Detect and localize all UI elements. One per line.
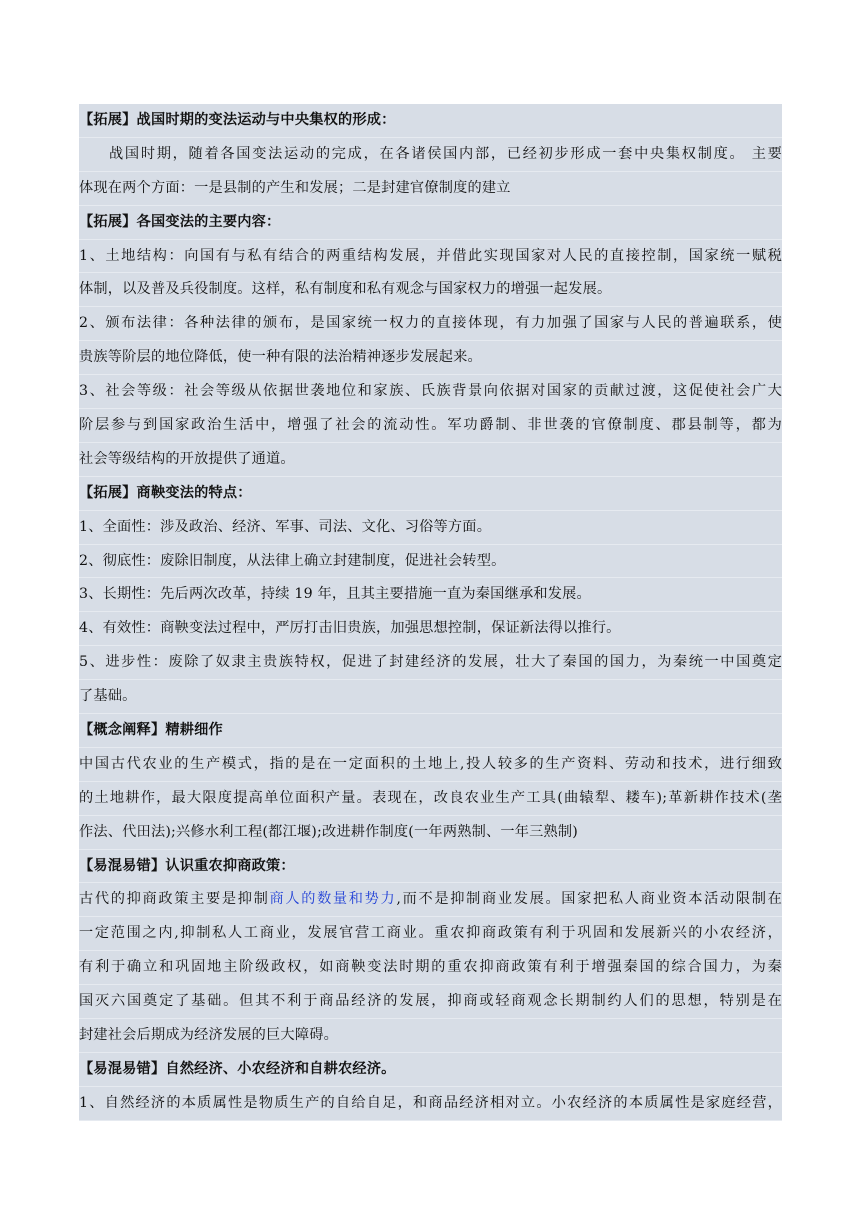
paragraph-line: 中国古代农业的生产模式，指的是在一定面积的土地上,投人较多的生产资料、劳动和技术，进行细致	[79, 748, 782, 782]
document-body	[79, 104, 782, 1121]
paragraph-line: 封建社会后期成为经济发展的巨大障碍。	[79, 1019, 782, 1053]
paragraph-line	[79, 883, 782, 917]
paragraph-line: 国灭六国奠定了基础。但其不利于商品经济的发展，抑商或轻商观念长期制约人们的思想，特别是在	[79, 985, 782, 1019]
list-item: 2、彻底性：废除旧制度，从法律上确立封建制度，促进社会转型。	[79, 545, 782, 579]
list-item: 3、长期性：先后两次改革，持续 19 年，且其主要措施一直为秦国继承和发展。	[79, 578, 782, 612]
list-item: 4、有效性：商鞅变法过程中，严厉打击旧贵族，加强思想控制，保证新法得以推行。	[79, 612, 782, 646]
paragraph-line: 1、自然经济的本质属性是物质生产的自给自足，和商品经济相对立。小农经济的本质属性是家庭经营，	[79, 1087, 782, 1121]
list-item-line: 体制，以及普及兵役制度。这样，私有制度和私有观念与国家权力的增强一起发展。	[79, 273, 782, 307]
section-heading-reform-contents: 【拓展】各国变法的主要内容：	[79, 206, 782, 240]
list-item: 1、全面性：涉及政治、经济、军事、司法、文化、习俗等方面。	[79, 511, 782, 545]
highlighted-text: 商人的数量和势力	[269, 891, 397, 908]
list-item-line: 2、颁布法律：各种法律的颁布，是国家统一权力的直接体现，有力加强了国家与人民的普遍联系，使	[79, 307, 782, 341]
list-item-line: 3、社会等级：社会等级从依据世袭地位和家族、氏族背景向依据对国家的贡献过渡，这促使社会广大	[79, 375, 782, 409]
paragraph-line: 作法、代田法);兴修水利工程(都江堰);改进耕作制度(一年两熟制、一年三熟制)	[79, 816, 782, 850]
list-item-line: 5、进步性：废除了奴隶主贵族特权，促进了封建经济的发展，壮大了秦国的国力，为秦统一中国奠定	[79, 646, 782, 680]
text-run: 古代的抑商政策主要是抑制	[79, 891, 270, 908]
list-item-line: 阶层参与到国家政治生活中，增强了社会的流动性。军功爵制、非世袭的官僚制度、郡县制等，都为	[79, 409, 782, 443]
paragraph-line: 的土地耕作，最大限度提高单位面积产量。表现在，改良农业生产工具(曲辕犁、耧车);革新耕作技术(垄	[79, 782, 782, 816]
paragraph-line: 一定范围之内,抑制私人工商业，发展官营工商业。重农抑商政策有利于巩固和发展新兴的小农经济，	[79, 917, 782, 951]
list-item-line: 1、土地结构：向国有与私有结合的两重结构发展，并借此实现国家对人民的直接控制，国家统一赋税	[79, 240, 782, 274]
section-heading-intensive-farming: 【概念阐释】精耕细作	[79, 714, 782, 748]
section-heading-shang-yang-features: 【拓展】商鞅变法的特点：	[79, 477, 782, 511]
text-run: ,而不是抑制商业发展。国家把私人商业资本活动限制在	[396, 891, 782, 908]
list-item-line: 贵族等阶层的地位降低，使一种有限的法治精神逐步发展起来。	[79, 341, 782, 375]
paragraph-line: 有利于确立和巩固地主阶级政权，如商鞅变法时期的重农抑商政策有利于增强秦国的综合国力，为秦	[79, 951, 782, 985]
section-heading-agriculture-policy: 【易混易错】认识重农抑商政策：	[79, 850, 782, 884]
section-heading-economy-types: 【易混易错】自然经济、小农经济和自耕农经济。	[79, 1053, 782, 1087]
paragraph-line: 战国时期，随着各国变法运动的完成，在各诸侯国内部，已经初步形成一套中央集权制度。 主要	[79, 138, 782, 172]
paragraph-line: 体现在两个方面：一是县制的产生和发展；二是封建官僚制度的建立	[79, 172, 782, 206]
section-heading-reform-centralization: 【拓展】战国时期的变法运动与中央集权的形成：	[79, 104, 782, 138]
list-item-line: 了基础。	[79, 680, 782, 714]
list-item-line: 社会等级结构的开放提供了通道。	[79, 443, 782, 477]
